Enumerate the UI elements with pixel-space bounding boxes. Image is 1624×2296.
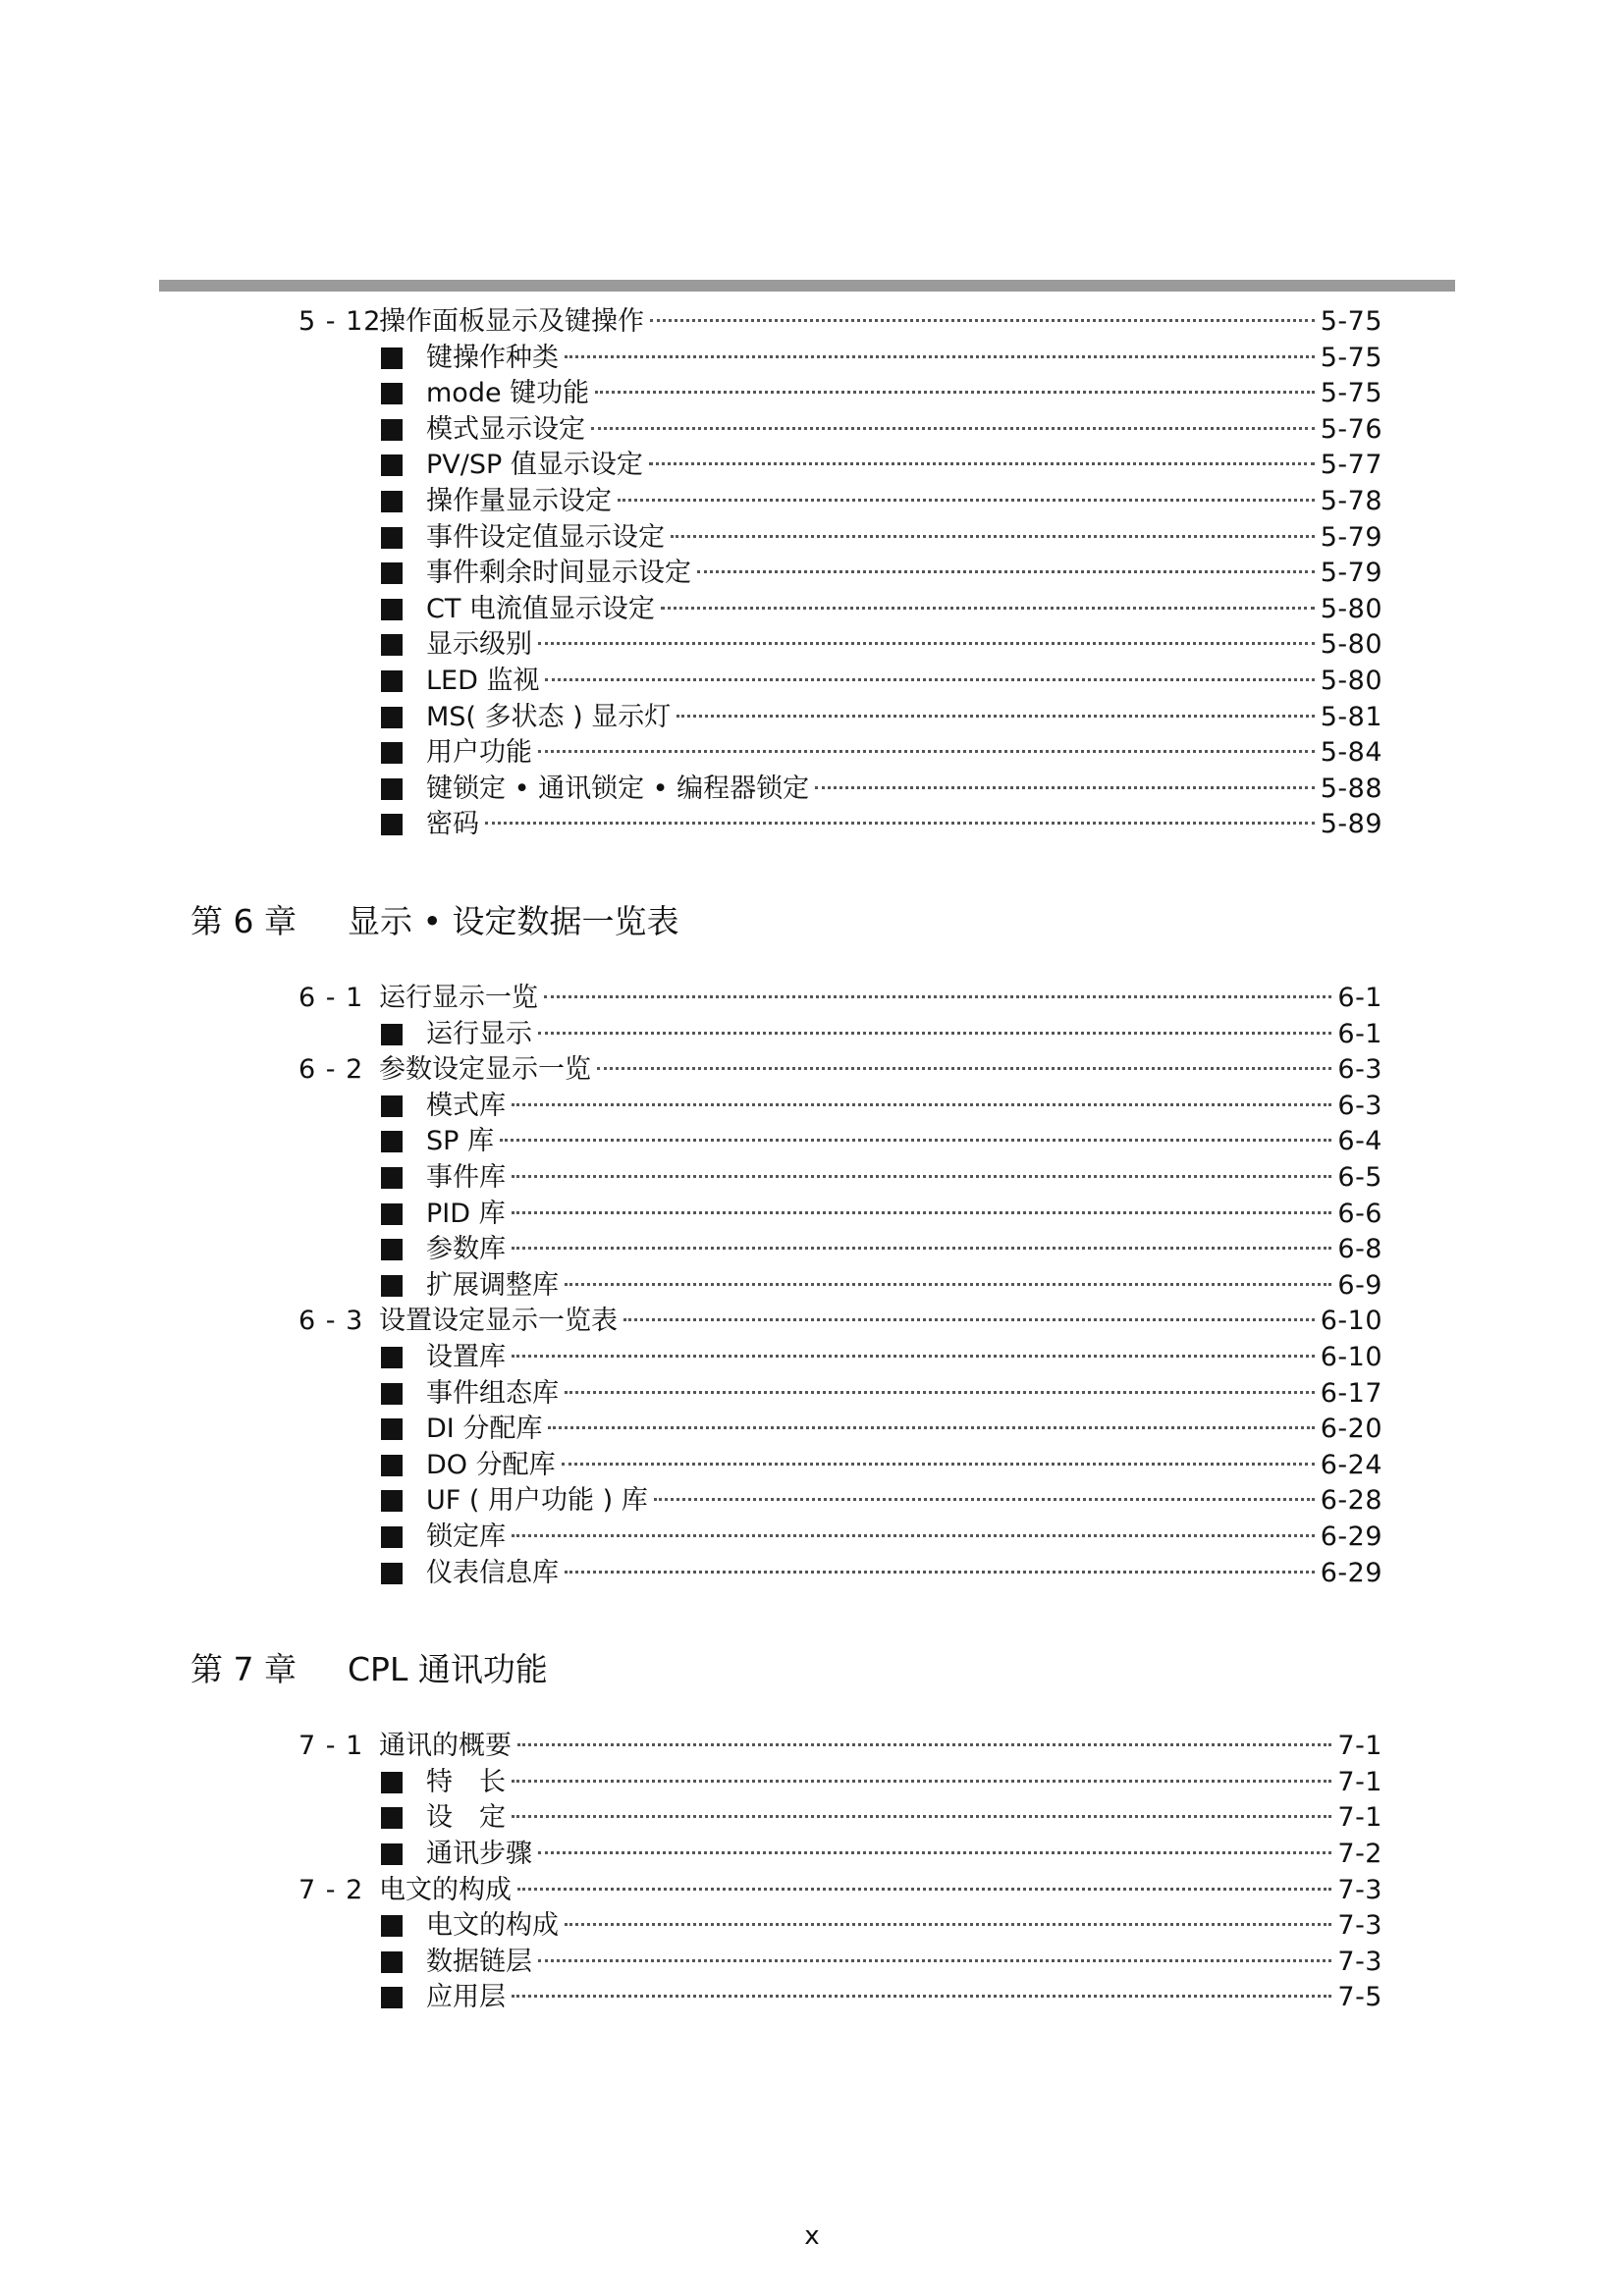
- toc-subsection-entry: [0, 1448, 1624, 1483]
- square-bullet-icon: [381, 1915, 403, 1937]
- entry-title: SP 库: [426, 1126, 495, 1157]
- square-bullet-icon: [381, 454, 403, 476]
- dot-leader: [544, 995, 1331, 998]
- toc-entry-row: [381, 735, 1382, 771]
- dot-leader: [815, 786, 1315, 789]
- toc-entry-row: [381, 627, 1382, 663]
- square-bullet-icon: [381, 1526, 403, 1548]
- entry-page-number: 5-79: [1320, 521, 1382, 553]
- toc-entry-row: [379, 1304, 1382, 1339]
- dot-leader: [562, 1463, 1315, 1466]
- toc-subsection-entry: [0, 556, 1624, 591]
- dot-leader: [517, 1743, 1331, 1746]
- square-bullet-icon: [381, 599, 403, 620]
- entry-page-number: 6-24: [1320, 1449, 1382, 1480]
- entry-page-number: 6-8: [1337, 1234, 1382, 1265]
- entry-title: 特 长: [426, 1766, 506, 1797]
- toc-section-entry: [0, 304, 1624, 340]
- entry-page-number: 7-3: [1337, 1946, 1382, 1977]
- entry-title: 事件剩余时间显示设定: [426, 558, 691, 589]
- entry-title: 用户功能: [426, 737, 532, 769]
- entry-page-number: 7-5: [1337, 1982, 1382, 2013]
- toc-entry-row: [381, 1980, 1382, 2015]
- toc-subsection-entry: [0, 700, 1624, 735]
- entry-title: 参数库: [426, 1234, 506, 1265]
- entry-title: 事件组态库: [426, 1377, 559, 1409]
- entry-title: 通讯步骤: [426, 1839, 532, 1869]
- entry-page-number: 5-76: [1320, 413, 1382, 445]
- entry-title: 通讯的概要: [379, 1731, 512, 1762]
- entry-title: 键锁定 • 通讯锁定 • 编程器锁定: [426, 773, 810, 804]
- entry-title: 操作面板显示及键操作: [379, 306, 644, 337]
- toc-subsection-entry: [0, 1089, 1624, 1124]
- section-number: 7 - 2: [298, 1874, 364, 1905]
- dot-leader: [618, 499, 1315, 502]
- entry-title: MS( 多状态 ) 显示灯: [426, 701, 672, 732]
- square-bullet-icon: [381, 347, 403, 369]
- entry-title: LED 监视: [426, 666, 540, 696]
- dot-leader: [649, 462, 1315, 465]
- chapter-number: 第 7 章: [190, 1650, 297, 1689]
- dot-leader: [538, 1851, 1331, 1854]
- toc-entry-row: [381, 592, 1382, 627]
- entry-title: 扩展调整库: [426, 1269, 559, 1301]
- dot-leader: [512, 1534, 1315, 1537]
- square-bullet-icon: [381, 1807, 403, 1829]
- square-bullet-icon: [381, 1095, 403, 1117]
- dot-leader: [597, 1067, 1331, 1070]
- square-bullet-icon: [381, 1987, 403, 2008]
- toc-entry-row: [381, 448, 1382, 483]
- square-bullet-icon: [381, 1024, 403, 1045]
- dot-leader: [538, 1959, 1331, 1962]
- square-bullet-icon: [381, 527, 403, 549]
- entry-page-number: 6-3: [1337, 1054, 1382, 1086]
- toc-subsection-entry: [0, 1376, 1624, 1412]
- square-bullet-icon: [381, 1167, 403, 1189]
- toc-subsection-entry: [0, 664, 1624, 699]
- entry-title: mode 键功能: [426, 378, 590, 409]
- entry-title: 电文的构成: [426, 1910, 559, 1942]
- chapter-title: 显示 • 设定数据一览表: [348, 902, 679, 940]
- entry-page-number: 5-75: [1320, 342, 1382, 373]
- toc-subsection-entry: [0, 1412, 1624, 1447]
- dot-leader: [512, 1175, 1331, 1178]
- toc-entry-row: [381, 520, 1382, 556]
- toc-subsection-entry: [0, 735, 1624, 771]
- toc-subsection-entry: [0, 1232, 1624, 1267]
- square-bullet-icon: [381, 670, 403, 692]
- toc-entry-row: [381, 1837, 1382, 1872]
- entry-title: 电文的构成: [379, 1874, 512, 1905]
- entry-page-number: 5-75: [1320, 306, 1382, 337]
- entry-page-number: 7-3: [1337, 1874, 1382, 1905]
- section-number: 6 - 1: [298, 983, 364, 1013]
- toc-subsection-entry: [0, 1765, 1624, 1800]
- toc-entry-row: [381, 664, 1382, 699]
- entry-title: PV/SP 值显示设定: [426, 450, 643, 481]
- toc-subsection-entry: [0, 1908, 1624, 1944]
- entry-title: 仪表信息库: [426, 1557, 559, 1588]
- chapter-heading: [190, 900, 678, 943]
- entry-title: 键操作种类: [426, 342, 559, 373]
- entry-title: CT 电流值显示设定: [426, 593, 655, 624]
- page-number: x: [804, 2221, 820, 2251]
- square-bullet-icon: [381, 1418, 403, 1440]
- square-bullet-icon: [381, 634, 403, 656]
- toc-section-entry: [0, 1304, 1624, 1339]
- toc-entry-row: [381, 1765, 1382, 1800]
- square-bullet-icon: [381, 1455, 403, 1476]
- toc-subsection-entry: [0, 1124, 1624, 1159]
- entry-title: 设置设定显示一览表: [379, 1306, 618, 1337]
- toc-subsection-entry: [0, 807, 1624, 842]
- square-bullet-icon: [381, 1347, 403, 1368]
- entry-title: 模式库: [426, 1090, 506, 1121]
- entry-title: 显示级别: [426, 629, 532, 661]
- entry-page-number: 6-10: [1320, 1342, 1382, 1372]
- toc-subsection-entry: [0, 1268, 1624, 1304]
- dot-leader: [485, 822, 1315, 825]
- toc-entry-row: [381, 1124, 1382, 1159]
- entry-title: DO 分配库: [426, 1449, 556, 1480]
- toc-subsection-entry: [0, 484, 1624, 519]
- toc-entry-row: [381, 1908, 1382, 1944]
- square-bullet-icon: [381, 707, 403, 728]
- entry-page-number: 6-20: [1320, 1414, 1382, 1445]
- entry-page-number: 6-17: [1320, 1377, 1382, 1409]
- dot-leader: [565, 1923, 1331, 1926]
- toc-entry-row: [381, 484, 1382, 519]
- entry-page-number: 7-1: [1337, 1802, 1382, 1834]
- entry-title: 模式显示设定: [426, 413, 585, 445]
- entry-page-number: 7-1: [1337, 1731, 1382, 1762]
- square-bullet-icon: [381, 1843, 403, 1865]
- toc-entry-row: [381, 1017, 1382, 1052]
- toc-entry-row: [381, 412, 1382, 448]
- dot-leader: [512, 1355, 1315, 1358]
- square-bullet-icon: [381, 1563, 403, 1584]
- entry-title: DI 分配库: [426, 1414, 543, 1445]
- dot-leader: [512, 1995, 1331, 1998]
- chapter-heading: [190, 1648, 548, 1691]
- dot-leader: [512, 1211, 1332, 1214]
- section-number: 5 - 12: [298, 306, 382, 337]
- entry-page-number: 7-3: [1337, 1910, 1382, 1942]
- square-bullet-icon: [381, 742, 403, 764]
- dot-leader: [650, 319, 1315, 322]
- toc-entry-row: [381, 376, 1382, 411]
- dot-leader: [661, 607, 1315, 610]
- dot-leader: [565, 1391, 1315, 1394]
- toc-entry-row: [381, 1089, 1382, 1124]
- entry-page-number: 6-3: [1337, 1090, 1382, 1121]
- entry-title: 运行显示: [426, 1018, 532, 1049]
- square-bullet-icon: [381, 383, 403, 404]
- entry-page-number: 6-29: [1320, 1522, 1382, 1552]
- toc-subsection-entry: [0, 1837, 1624, 1872]
- toc-section-entry: [0, 1873, 1624, 1908]
- toc-subsection-entry: [0, 1017, 1624, 1052]
- entry-page-number: 5-80: [1320, 593, 1382, 624]
- dot-leader: [512, 1247, 1331, 1250]
- entry-page-number: 7-2: [1337, 1839, 1382, 1869]
- toc-entry-row: [381, 807, 1382, 842]
- entry-page-number: 6-10: [1320, 1306, 1382, 1337]
- toc-subsection-entry: [0, 1340, 1624, 1375]
- section-number: 6 - 3: [298, 1306, 364, 1337]
- toc-subsection-entry: [0, 1556, 1624, 1591]
- entry-page-number: 6-4: [1337, 1126, 1382, 1157]
- toc-entry-row: [381, 1160, 1382, 1196]
- entry-page-number: 5-80: [1320, 629, 1382, 661]
- toc-entry-row: [381, 1800, 1382, 1836]
- entry-title: 运行显示一览: [379, 983, 538, 1013]
- toc-subsection-entry: [0, 448, 1624, 483]
- square-bullet-icon: [381, 1203, 403, 1225]
- toc-subsection-entry: [0, 341, 1624, 376]
- toc-entry-row: [381, 1945, 1382, 1980]
- entry-page-number: 7-1: [1337, 1766, 1382, 1797]
- entry-title: 事件设定值显示设定: [426, 521, 665, 553]
- toc-subsection-entry: [0, 1483, 1624, 1519]
- square-bullet-icon: [381, 1275, 403, 1297]
- dot-leader: [565, 1283, 1331, 1286]
- section-number: 6 - 2: [298, 1054, 364, 1086]
- entry-page-number: 6-6: [1337, 1198, 1382, 1229]
- toc-subsection-entry: [0, 1980, 1624, 2015]
- toc-subsection-entry: [0, 1197, 1624, 1232]
- entry-page-number: 6-28: [1320, 1485, 1382, 1517]
- toc-entry-row: [381, 1483, 1382, 1519]
- dot-leader: [545, 678, 1314, 681]
- square-bullet-icon: [381, 419, 403, 441]
- dot-leader: [538, 1032, 1331, 1035]
- entry-title: UF ( 用户功能 ) 库: [426, 1485, 648, 1517]
- square-bullet-icon: [381, 1772, 403, 1793]
- entry-page-number: 5-75: [1320, 378, 1382, 409]
- entry-page-number: 6-1: [1337, 983, 1382, 1013]
- toc-entry-row: [381, 1520, 1382, 1555]
- toc-entry-row: [381, 556, 1382, 591]
- dot-leader: [548, 1426, 1314, 1429]
- dot-leader: [591, 427, 1315, 430]
- entry-page-number: 6-1: [1337, 1018, 1382, 1049]
- square-bullet-icon: [381, 491, 403, 512]
- entry-title: 应用层: [426, 1982, 506, 2013]
- toc-entry-row: [381, 772, 1382, 807]
- entry-page-number: 6-29: [1320, 1557, 1382, 1588]
- entry-title: 设置库: [426, 1342, 506, 1372]
- square-bullet-icon: [381, 778, 403, 800]
- entry-page-number: 5-78: [1320, 486, 1382, 516]
- toc-entry-row: [381, 1197, 1382, 1232]
- square-bullet-icon: [381, 1383, 403, 1405]
- toc-entry-row: [379, 1052, 1382, 1088]
- toc-entry-row: [381, 1412, 1382, 1447]
- dot-leader: [565, 355, 1315, 358]
- dot-leader: [677, 715, 1314, 718]
- dot-leader: [623, 1318, 1315, 1321]
- square-bullet-icon: [381, 1490, 403, 1512]
- entry-page-number: 5-89: [1320, 809, 1382, 840]
- toc-subsection-entry: [0, 1520, 1624, 1555]
- toc-subsection-entry: [0, 412, 1624, 448]
- toc-entry-row: [379, 1729, 1382, 1764]
- entry-page-number: 5-84: [1320, 737, 1382, 769]
- entry-title: 密码: [426, 809, 479, 840]
- toc-entry-row: [379, 1873, 1382, 1908]
- toc-entry-row: [381, 1448, 1382, 1483]
- toc-section-entry: [0, 1729, 1624, 1764]
- toc-entry-row: [379, 981, 1382, 1016]
- dot-leader: [512, 1780, 1331, 1783]
- dot-leader: [671, 535, 1315, 538]
- chapter-number: 第 6 章: [190, 902, 297, 940]
- toc-section-entry: [0, 981, 1624, 1016]
- square-bullet-icon: [381, 1239, 403, 1260]
- toc-entry-row: [381, 1376, 1382, 1412]
- dot-leader: [697, 570, 1315, 573]
- entry-title: PID 库: [426, 1198, 506, 1229]
- toc-entry-row: [379, 304, 1382, 340]
- entry-page-number: 5-79: [1320, 558, 1382, 589]
- toc-entry-row: [381, 1340, 1382, 1375]
- dot-leader: [512, 1815, 1331, 1818]
- entry-page-number: 6-5: [1337, 1162, 1382, 1193]
- dot-leader: [500, 1139, 1331, 1142]
- square-bullet-icon: [381, 1131, 403, 1152]
- dot-leader: [538, 642, 1315, 645]
- chapter-title: CPL 通讯功能: [348, 1650, 548, 1689]
- toc-subsection-entry: [0, 1160, 1624, 1196]
- toc-subsection-entry: [0, 376, 1624, 411]
- entry-title: 锁定库: [426, 1522, 506, 1552]
- entry-page-number: 6-9: [1337, 1269, 1382, 1301]
- toc-entry-row: [381, 700, 1382, 735]
- entry-page-number: 5-88: [1320, 773, 1382, 804]
- toc-subsection-entry: [0, 627, 1624, 663]
- entry-page-number: 5-80: [1320, 666, 1382, 696]
- entry-title: 数据链层: [426, 1946, 532, 1977]
- header-rule: [159, 280, 1455, 292]
- entry-page-number: 5-77: [1320, 450, 1382, 481]
- toc-entry-row: [381, 1232, 1382, 1267]
- toc-subsection-entry: [0, 1800, 1624, 1836]
- toc-entry-row: [381, 1268, 1382, 1304]
- entry-page-number: 5-81: [1320, 701, 1382, 732]
- toc-entry-row: [381, 1556, 1382, 1591]
- toc-section-entry: [0, 1052, 1624, 1088]
- square-bullet-icon: [381, 814, 403, 835]
- entry-title: 参数设定显示一览: [379, 1054, 591, 1086]
- toc-subsection-entry: [0, 772, 1624, 807]
- section-number: 7 - 1: [298, 1731, 364, 1762]
- entry-title: 事件库: [426, 1162, 506, 1193]
- dot-leader: [565, 1571, 1315, 1574]
- dot-leader: [595, 391, 1315, 394]
- dot-leader: [538, 750, 1315, 753]
- toc-entry-row: [381, 341, 1382, 376]
- toc-subsection-entry: [0, 1945, 1624, 1980]
- square-bullet-icon: [381, 562, 403, 584]
- toc-subsection-entry: [0, 592, 1624, 627]
- entry-title: 操作量显示设定: [426, 486, 612, 516]
- square-bullet-icon: [381, 1951, 403, 1973]
- dot-leader: [654, 1498, 1315, 1501]
- dot-leader: [512, 1103, 1331, 1106]
- toc-subsection-entry: [0, 520, 1624, 556]
- dot-leader: [517, 1888, 1331, 1891]
- entry-title: 设 定: [426, 1802, 506, 1834]
